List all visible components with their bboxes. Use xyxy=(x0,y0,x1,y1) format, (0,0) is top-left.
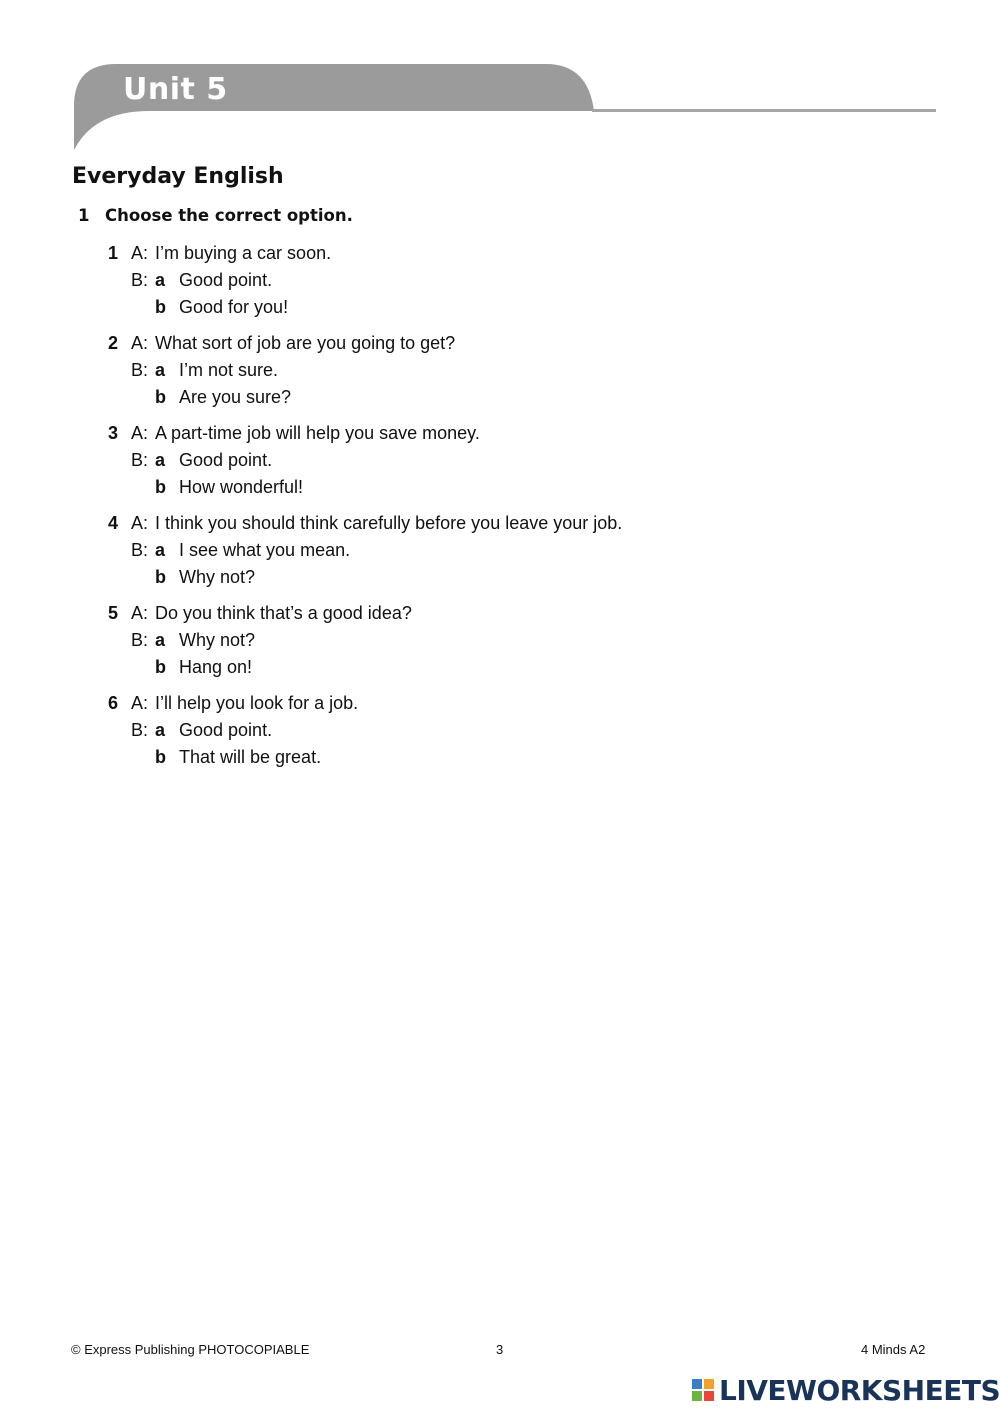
speaker-label: A: xyxy=(131,423,149,443)
speaker-label: A: xyxy=(131,513,149,533)
answer-option-a[interactable] xyxy=(108,449,622,476)
answer-option-a[interactable] xyxy=(108,719,622,746)
logo-tile xyxy=(692,1391,702,1401)
question-prompt xyxy=(108,332,622,359)
section-title: Everyday English xyxy=(72,164,284,189)
question-number: 3 xyxy=(108,423,119,443)
prompt-text: I’ll help you look for a job. xyxy=(155,693,359,713)
speaker-label: B: xyxy=(131,360,149,380)
answer-option-a[interactable] xyxy=(108,269,622,296)
option-letter: a xyxy=(155,630,166,650)
answer-option-b[interactable] xyxy=(108,296,622,323)
answer-option-b[interactable] xyxy=(108,476,622,503)
speaker-label: B: xyxy=(131,630,149,650)
option-text: Good point. xyxy=(179,720,273,740)
exercise-heading xyxy=(78,206,353,225)
question-prompt xyxy=(108,242,622,269)
question-item xyxy=(108,512,622,593)
logo-tile xyxy=(692,1379,702,1389)
logo-tile xyxy=(704,1379,714,1389)
prompt-text: Do you think that’s a good idea? xyxy=(155,603,412,623)
question-item xyxy=(108,242,622,323)
option-letter: b xyxy=(155,477,166,497)
option-letter: a xyxy=(155,270,166,290)
question-prompt xyxy=(108,692,622,719)
speaker-label: B: xyxy=(131,540,149,560)
footer-copyright: © Express Publishing PHOTOCOPIABLE xyxy=(71,1342,310,1357)
option-text: That will be great. xyxy=(179,747,322,767)
logo-tile xyxy=(704,1391,714,1401)
option-letter: b xyxy=(155,297,166,317)
speaker-label: A: xyxy=(131,243,149,263)
question-item xyxy=(108,692,622,773)
option-letter: b xyxy=(155,747,166,767)
option-letter: a xyxy=(155,360,166,380)
prompt-text: I’m buying a car soon. xyxy=(155,243,332,263)
question-number: 6 xyxy=(108,693,119,713)
answer-option-a[interactable] xyxy=(108,359,622,386)
question-number: 4 xyxy=(108,513,119,533)
option-text: I’m not sure. xyxy=(179,360,279,380)
exercise-number: 1 xyxy=(78,206,90,225)
footer-book-title: 4 Minds A2 xyxy=(861,1342,926,1357)
option-text: I see what you mean. xyxy=(179,540,351,560)
answer-option-a[interactable] xyxy=(108,539,622,566)
answer-option-b[interactable] xyxy=(108,566,622,593)
prompt-text: A part-time job will help you save money. xyxy=(155,423,480,443)
exercise-instruction: Choose the correct option. xyxy=(105,206,353,225)
speaker-label: A: xyxy=(131,603,149,623)
speaker-label: B: xyxy=(131,450,149,470)
question-number: 5 xyxy=(108,603,119,623)
question-prompt xyxy=(108,602,622,629)
question-number: 1 xyxy=(108,243,119,263)
answer-option-b[interactable] xyxy=(108,386,622,413)
footer-page-number: 3 xyxy=(496,1342,504,1357)
option-text: Why not? xyxy=(179,630,256,650)
option-text: How wonderful! xyxy=(179,477,304,497)
option-text: Why not? xyxy=(179,567,256,587)
question-number: 2 xyxy=(108,333,119,353)
question-prompt xyxy=(108,512,622,539)
option-letter: b xyxy=(155,387,166,407)
option-text: Good for you! xyxy=(179,297,289,317)
liveworksheets-brand xyxy=(692,1373,1000,1407)
unit-title: Unit 5 xyxy=(123,72,228,107)
question-item xyxy=(108,422,622,503)
question-prompt xyxy=(108,422,622,449)
question-item xyxy=(108,332,622,413)
brand-name: LIVEWORKSHEETS xyxy=(719,1373,1000,1407)
answer-option-b[interactable] xyxy=(108,746,622,773)
speaker-label: B: xyxy=(131,270,149,290)
option-text: Hang on! xyxy=(179,657,253,677)
unit-header-tab xyxy=(74,64,594,150)
speaker-label: B: xyxy=(131,720,149,740)
option-text: Are you sure? xyxy=(179,387,292,407)
question-item xyxy=(108,602,622,683)
answer-option-b[interactable] xyxy=(108,656,622,683)
option-letter: a xyxy=(155,540,166,560)
option-text: Good point. xyxy=(179,270,273,290)
header-rule xyxy=(592,109,936,112)
speaker-label: A: xyxy=(131,333,149,353)
liveworksheets-logo-icon xyxy=(692,1379,714,1401)
prompt-text: I think you should think carefully before you leave your job. xyxy=(155,513,623,533)
speaker-label: A: xyxy=(131,693,149,713)
prompt-text: What sort of job are you going to get? xyxy=(155,333,456,353)
option-letter: a xyxy=(155,450,166,470)
option-letter: b xyxy=(155,567,166,587)
option-text: Good point. xyxy=(179,450,273,470)
option-letter: a xyxy=(155,720,166,740)
option-letter: b xyxy=(155,657,166,677)
question-list xyxy=(108,242,622,782)
answer-option-a[interactable] xyxy=(108,629,622,656)
